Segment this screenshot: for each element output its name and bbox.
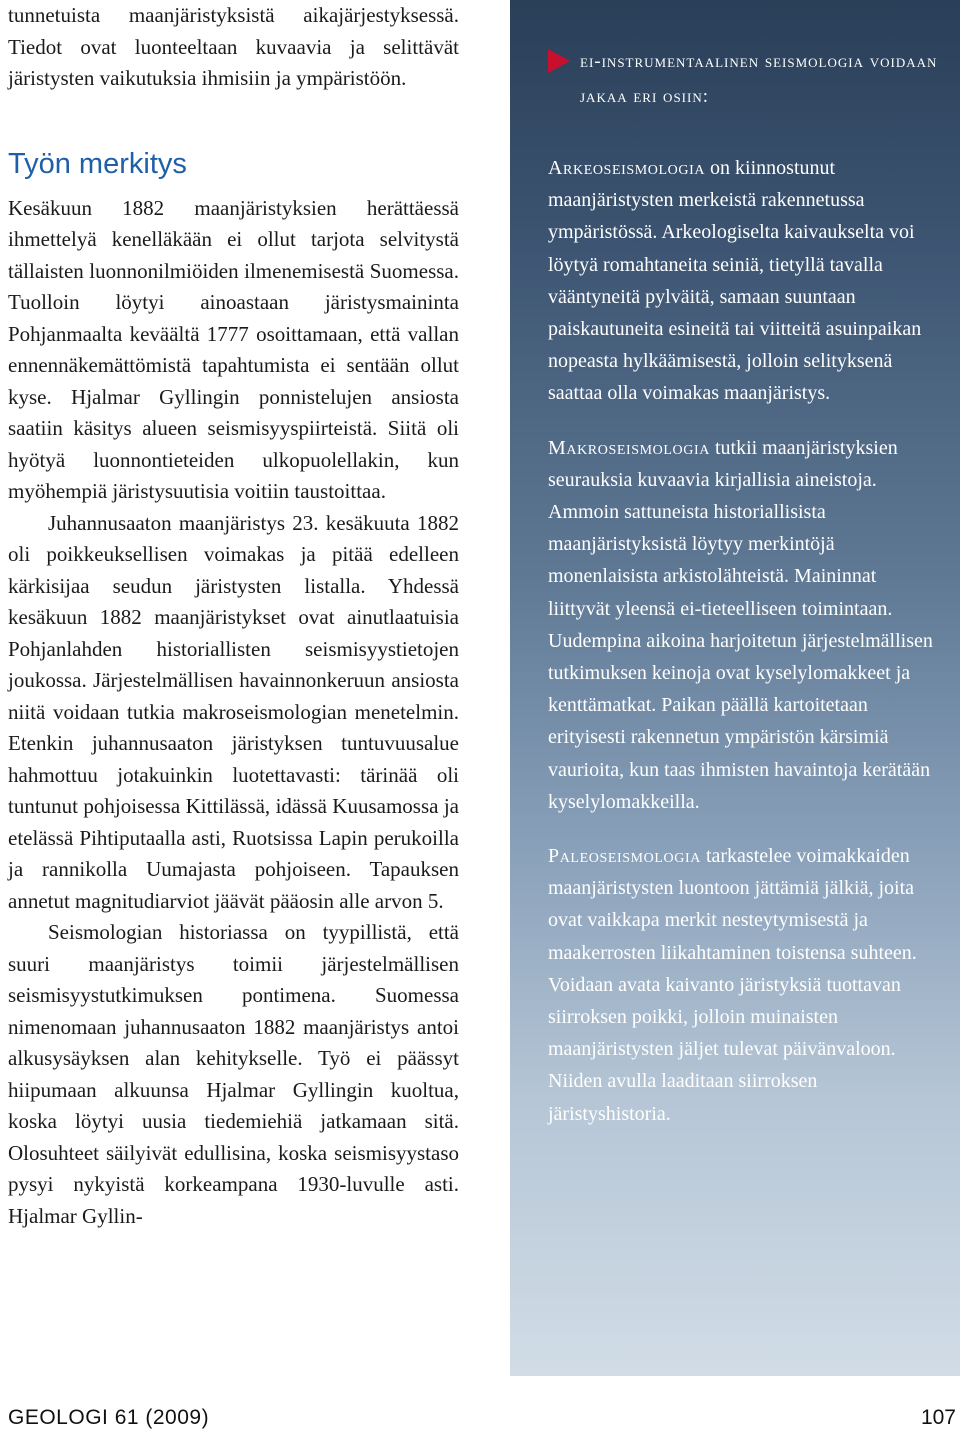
sidebar-paragraph-paleoseismology [548, 840, 940, 1130]
sidebar-heading-text: ei-instrumentaalinen seismologia voidaan jakaa eri osiin: [580, 51, 938, 107]
sidebar-term: Makroseismologia [548, 436, 710, 459]
lead-paragraph: tunnetuista maanjäristyksistä aikajärjestyksessä. Tiedot ovat luonteeltaan kuvaavia ja selittävät järistysten vaikutuksia ihmisiin ja ympäristöön. [8, 3, 459, 90]
body-paragraph: Juhannusaaton maanjäristys 23. kesäkuuta 1882 oli poikkeuksellisen voimakas ja pitää edelleen kärkisijaa seudun järistysten listalla. Yhdessä kesäkuun 1882 maanjäristykset ovat ainutlaatuisia Pohjanlahden historiallisten seismisyystietojen joukossa. Järjestelmällisen havainnonkeruun ansiosta niitä voidaan tutkia makroseismologian menetelmin. Etenkin juhannusaaton järistyksen tuntuvuusalue hahmottuu jotakuinkin luotettavasti: tärinää oli tuntunut pohjoisessa Kittilässä, idässä Kuusamossa ja etelässä Pihtiputaalla asti, Ruotsissa Lapin perukoilla ja rannikolla Uumajasta pohjoiseen. Tapauksen annetut magnitudiarviot jäävät pääosin alle arvon 5. [8, 510, 459, 913]
sidebar-term: Paleoseismologia [548, 845, 701, 868]
body-paragraph: Kesäkuun 1882 maanjäristyksien herättäessä ihmettelyä kenelläkään ei ollut tarjota selvitystä tällaisten luonnonilmiöiden ilmenemisestä Suomessa. Tuolloin löytyi ainoastaan järistysmaininta Pohjanmaalta keväältä 1777 osoittamaan, että vallan ennennäkemättömistä tapahtumista ei sentään ollut kyse. Hjalmar Gyllingin ponnistelujen ansiosta saatiin käsitys alueen seismisyyspiirteistä. Siitä oli hyötyä luonnontieteiden ulkopuolellakin, kun myöhempiä järistysuutisia voitiin taustoittaa. [8, 195, 459, 503]
sidebar-term-description: on kiinnostunut maanjäristysten merkeistä rakennetussa ympäristössä. Arkeologiselta kaivaukselta voi löytyä romahtaneita seiniä, tietyllä tavalla vääntyneitä pylväitä, samaan suuntaan paiskautuneita esineitä tai viitteitä asuinpaikan nopeasta hylkäämisestä, jolloin selityksenä saattaa olla voimakas maanjäristys. [548, 157, 922, 405]
sidebar-term-description: tarkastelee voimakkaiden maanjäristysten luontoon jättämiä jälkiä, joita ovat vaikkapa merkit nesteytymisestä ja maakerrosten liikahtaminen toistensa suhteen. Voidaan avata kaivanto järistyksiä tuottavan siirroksen poikki, jolloin muinaisten maanjäristysten jäljet tulevat päivänvaloon. Niiden avulla laaditaan siirroksen järistyshistoria. [548, 845, 917, 1125]
info-sidebar [510, 0, 960, 1376]
section-heading: Työn merkitys [8, 147, 187, 180]
page-number: 107 [920, 1406, 956, 1429]
triangle-right-icon [548, 49, 570, 73]
page-footer [8, 1400, 960, 1434]
sidebar-heading [548, 44, 940, 114]
body-paragraph: Seismologian historiassa on tyypillistä, että suuri maanjäristys toimii järjestelmällisen seismisyystutkimuksen pontimena. Suomessa nimenomaan juhannusaaton 1882 maanjäristys antoi alkusysäyksen alan kehitykselle. Työ ei päässyt hiipumaan alkuunsa Hjalmar Gyllingin kuoltua, koska löytyi uusia tiedemiehiä jatkamaan sitä. Olosuhteet säilyivät edullisina, koska seismisyystaso pysyi nykyistä korkeampana 1930-luvulle asti. Hjalmar Gyllin- [8, 920, 459, 1228]
sidebar-paragraph-archaeoseismology [548, 152, 940, 410]
sidebar-paragraph-macroseismology [548, 432, 940, 818]
main-text-column [8, 0, 459, 1232]
publication-name: GEOLOGI 61 (2009) [8, 1406, 210, 1429]
sidebar-term: Arkeoseismologia [548, 157, 706, 179]
sidebar-term-description: tutkii maanjäristyksien seurauksia kuvaavia kirjallisia aineistoja. Ammoin sattuneista historiallisista maanjäristyksistä löytyy merkintöjä monenlaisista arkistolähteistä. Maininnat liittyvät yleensä ei-tieteelliseen toimintaan. Uudempina aikoina harjoitetun järjestelmällisen tutkimuksen keinoja ovat kyselylomakkeet ja kenttämatkat. Paikan päällä kartoitetaan erityisesti rakennetun ympäristön kärsimiä vaurioita, kun taas ihmisten havaintoja kerätään kyselylomakkeilla. [548, 436, 933, 813]
sidebar-content [548, 44, 940, 1152]
